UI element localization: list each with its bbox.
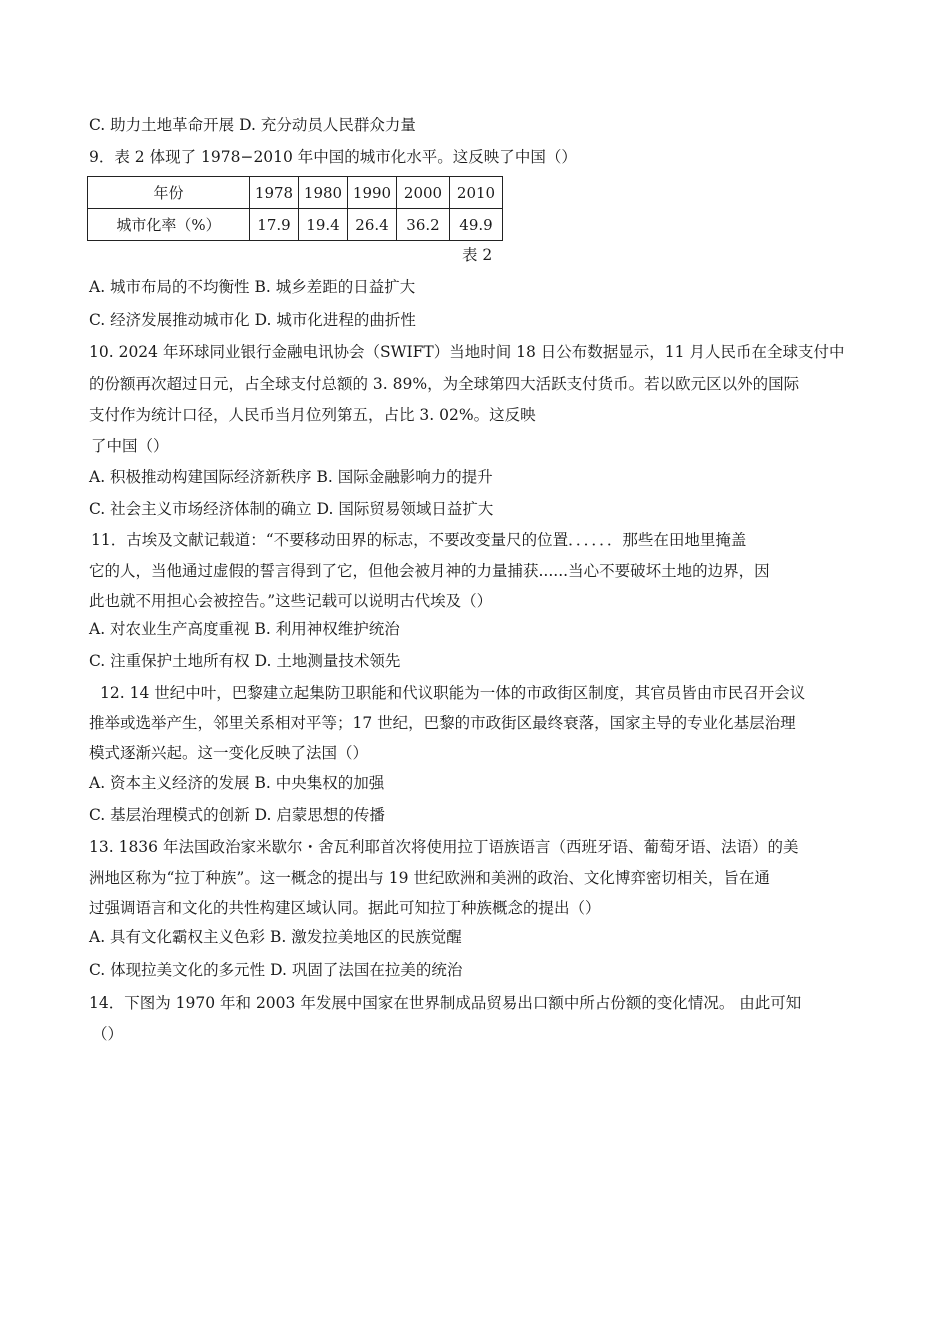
- q9-stem: 9．表 2 体现了 1978−2010 年中国的城市化水平。这反映了中国（）: [89, 148, 577, 166]
- q9-options-ab: A. 城市布局的不均衡性 B. 城乡差距的日益扩大: [89, 278, 416, 296]
- q13-options-ab: A. 具有文化霸权主义色彩 B. 激发拉美地区的民族觉醒: [89, 928, 462, 946]
- q10-options-ab: A. 积极推动构建国际经济新秩序 B. 国际金融影响力的提升: [89, 468, 493, 486]
- table-cell: 26.4: [348, 209, 397, 241]
- table-header-cell: 城市化率（%）: [88, 209, 250, 241]
- table-header-cell: 年份: [88, 177, 250, 209]
- q11-stem: 它的人，当他通过虚假的誓言得到了它，但他会被月神的力量捕获......当心不要破坏土地的边界，因: [89, 562, 770, 580]
- q8-options-cd: C. 助力土地革命开展 D. 充分动员人民群众力量: [89, 116, 416, 134]
- q12-stem: 12. 14 世纪中叶，巴黎建立起集防卫职能和代议职能为一体的市政街区制度，其官员皆由市民召开会议: [100, 684, 806, 702]
- table-cell: 19.4: [299, 209, 348, 241]
- q13-options-cd: C. 体现拉美文化的多元性 D. 巩固了法国在拉美的统治: [89, 961, 463, 979]
- q10-stem: 的份额再次超过日元，占全球支付总额的 3. 89%，为全球第四大活跃支付货币。若以欧元区以外的国际: [89, 375, 800, 393]
- q10-options-cd: C. 社会主义市场经济体制的确立 D. 国际贸易领域日益扩大: [89, 500, 494, 518]
- q12-options-cd: C. 基层治理模式的创新 D. 启蒙思想的传播: [89, 806, 385, 824]
- q11-stem: 此也就不用担心会被控告。”这些记载可以说明古代埃及（）: [89, 592, 493, 610]
- table-cell: 17.9: [250, 209, 299, 241]
- table-row: [88, 209, 503, 241]
- urbanization-table: [87, 176, 503, 241]
- q10-stem: 支付作为统计口径，人民币当月位列第五，占比 3. 02%。这反映: [89, 406, 536, 424]
- table-cell: 2000: [397, 177, 450, 209]
- q13-stem: 洲地区称为“拉丁种族”。这一概念的提出与 19 世纪欧洲和美洲的政治、文化博弈密切相关，旨在通: [89, 869, 770, 887]
- q9-options-cd: C. 经济发展推动城市化 D. 城市化进程的曲折性: [89, 311, 416, 329]
- q10-stem: 了中国（）: [91, 437, 169, 455]
- q11-stem: 11．古埃及文献记载道：“不要移动田界的标志，不要改变量尺的位置．．．．．．那些在田地里掩盖: [91, 531, 747, 549]
- q10-stem: 10. 2024 年环球同业银行金融电讯协会（SWIFT）当地时间 18 日公布数据显示，11 月人民币在全球支付中: [89, 343, 845, 361]
- table-cell: 49.9: [450, 209, 503, 241]
- q12-stem: 模式逐渐兴起。这一变化反映了法国（）: [89, 744, 369, 762]
- table-cell: 36.2: [397, 209, 450, 241]
- table-cell: 2010: [450, 177, 503, 209]
- table-cell: 1990: [348, 177, 397, 209]
- q12-stem: 推举或选举产生，邻里关系相对平等；17 世纪，巴黎的市政街区最终衰落，国家主导的专业化基层治理: [89, 714, 796, 732]
- table-caption: 表 2: [462, 246, 493, 264]
- table-row: [88, 177, 503, 209]
- table-cell: 1980: [299, 177, 348, 209]
- q12-options-ab: A. 资本主义经济的发展 B. 中央集权的加强: [89, 774, 385, 792]
- q11-options-ab: A. 对农业生产高度重视 B. 利用神权维护统治: [89, 620, 400, 638]
- q13-stem: 13. 1836 年法国政治家米歇尔・舍瓦利耶首次将使用拉丁语族语言（西班牙语、葡萄牙语、法语）的美: [89, 838, 799, 856]
- q11-options-cd: C. 注重保护土地所有权 D. 土地测量技术领先: [89, 652, 401, 670]
- q14-stem: （）: [92, 1025, 124, 1043]
- table-cell: 1978: [250, 177, 299, 209]
- q14-stem: 14．下图为 1970 年和 2003 年发展中国家在世界制成品贸易出口额中所占份额的变化情况。 由此可知: [89, 994, 802, 1012]
- q13-stem: 过强调语言和文化的共性构建区域认同。据此可知拉丁种族概念的提出（）: [89, 899, 601, 917]
